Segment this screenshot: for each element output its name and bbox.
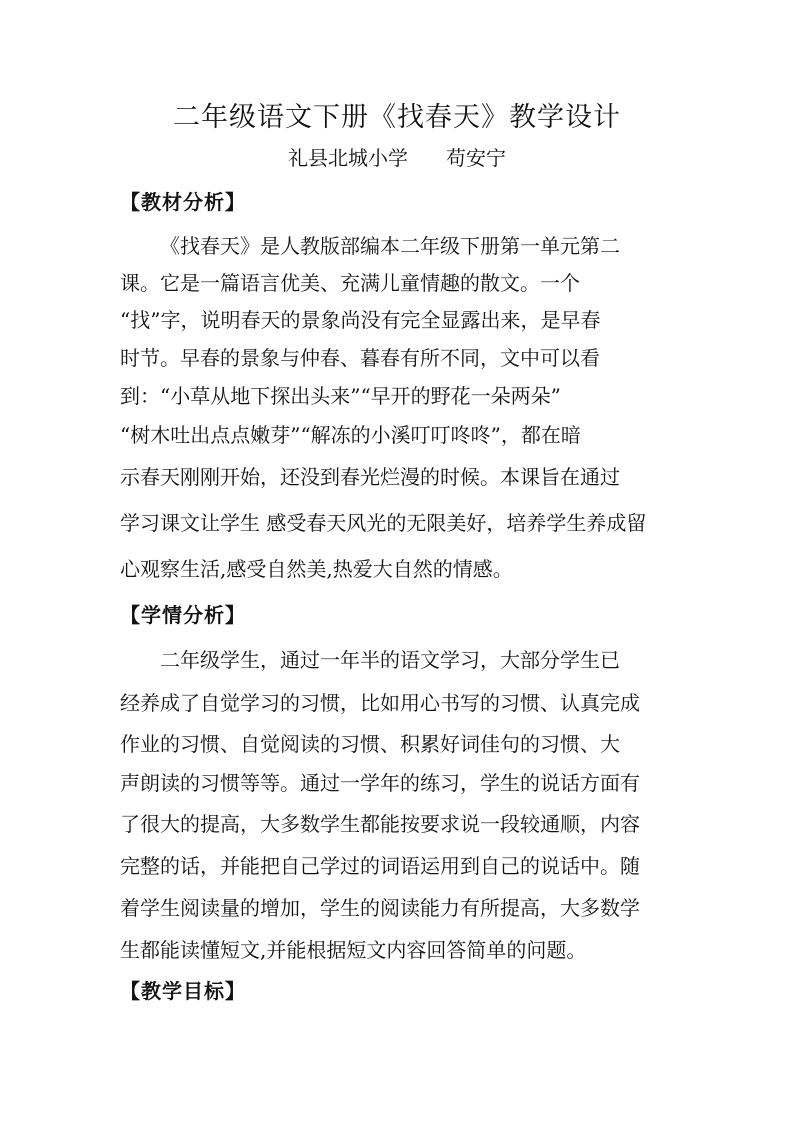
school-name: 礼县北城小学 [288,146,408,170]
paragraph-line: “找”字，说明春天的景象尚没有完全显露出来，是早春 [120,308,601,332]
paragraph-line: 作业的习惯、自觉阅读的习惯、积累好词佳句的习惯、大 [120,732,620,756]
section-heading-textbook-analysis: 【教材分析】 [120,190,246,214]
paragraph-line: 心观察生活,感受自然美,热爱大自然的情感。 [120,557,513,581]
paragraph-line: 《找春天》是人教版部编本二年级下册第一单元第二 [160,234,620,258]
section-heading-teaching-goals: 【教学目标】 [120,979,246,1003]
paragraph-line: 到：“小草从地下探出头来”“早开的野花一朵两朵” [120,384,561,408]
paragraph-line: 声朗读的习惯等等。通过一学年的练习，学生的说话方面有 [120,771,640,795]
paragraph-line: 完整的话，并能把自己学过的词语运用到自己的说话中。随 [120,854,640,878]
author-name: 苟安宁 [446,146,506,170]
paragraph-line: 学习课文让学生 感受春天风光的无限美好，培养学生养成留 [120,511,647,535]
paragraph-line: 课。它是一篇语言优美、充满儿童情趣的散文。一个 [120,271,580,295]
paragraph-line: “树木吐出点点嫩芽”“解冻的小溪叮叮咚咚”，都在暗 [120,423,581,447]
paragraph-line: 生都能读懂短文,并能根据短文内容回答简单的问题。 [120,938,587,962]
paragraph-line: 经养成了自觉学习的习惯，比如用心书写的习惯、认真完成 [120,691,640,715]
paragraph-line: 了很大的提高，大多数学生都能按要求说一段较通顺，内容 [120,812,640,836]
paragraph-line: 着学生阅读量的增加，学生的阅读能力有所提高，大多数学 [120,896,640,920]
document-title: 二年级语文下册《找春天》教学设计 [173,102,621,133]
author-line [0,143,794,173]
paragraph-line: 二年级学生，通过一年半的语文学习，大部分学生已 [160,648,620,672]
paragraph-line: 示春天刚刚开始，还没到春光烂漫的时候。本课旨在通过 [120,465,620,489]
section-heading-student-analysis: 【学情分析】 [120,603,246,627]
paragraph-line: 时节。早春的景象与仲春、暮春有所不同，文中可以看 [120,346,600,370]
